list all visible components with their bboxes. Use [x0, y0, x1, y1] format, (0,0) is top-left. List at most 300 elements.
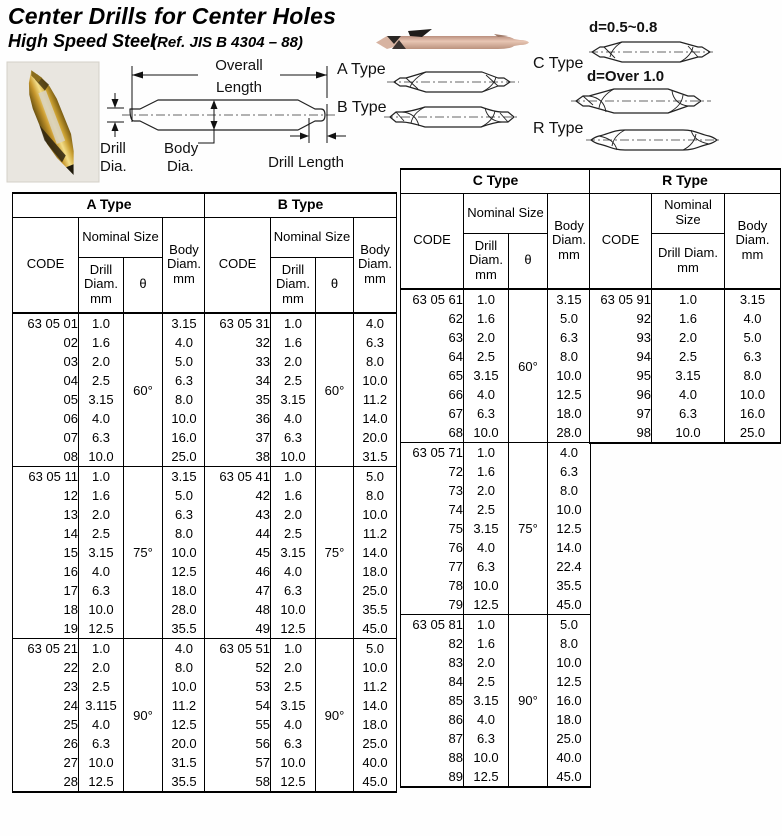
body-diam-cell: 5.0: [725, 328, 781, 347]
drill-dia-label-line2: Dia.: [100, 158, 127, 175]
code-cell: 03: [13, 352, 79, 371]
spec-row: [205, 486, 397, 505]
body-diam-cell: 18.0: [354, 715, 397, 734]
code-cell: 72: [401, 462, 464, 481]
spec-row: [205, 313, 397, 333]
drill-diam-cell: 1.6: [652, 309, 725, 328]
spec-row: [401, 653, 591, 672]
theta-header: θ: [509, 233, 548, 289]
spec-row: [401, 595, 591, 615]
code-cell: 73: [401, 481, 464, 500]
drill-diam-cell: 2.0: [271, 352, 316, 371]
spec-row: [13, 505, 206, 524]
table-title: R Type: [590, 169, 781, 193]
code-cell: 58: [205, 772, 271, 792]
body-dia-label-line2: Dia.: [167, 158, 194, 175]
code-cell: 75: [401, 519, 464, 538]
spec-row: [401, 519, 591, 538]
drill-diam-cell: 10.0: [271, 753, 316, 772]
c-type-drawing-large: [570, 82, 712, 120]
spec-row: [205, 696, 397, 715]
body-diam-cell: 4.0: [163, 333, 206, 352]
drill-diam-cell: 4.0: [79, 562, 124, 581]
body-diam-cell: 10.0: [163, 543, 206, 562]
drill-diam-cell: 1.6: [271, 486, 316, 505]
spec-row: [590, 309, 781, 328]
spec-row: [205, 524, 397, 543]
nominal-size-header: Nominal Size: [79, 217, 163, 257]
spec-row: [13, 581, 206, 600]
drill-diam-cell: 12.5: [464, 767, 509, 787]
code-cell: 37: [205, 428, 271, 447]
code-cell: 63 05 11: [13, 467, 79, 487]
code-cell: 19: [13, 619, 79, 639]
drill-diam-header: Drill Diam. mm: [464, 233, 509, 289]
code-cell: 63 05 61: [401, 289, 464, 309]
body-diam-cell: 14.0: [548, 538, 591, 557]
spec-row: [13, 600, 206, 619]
body-diam-cell: 16.0: [163, 428, 206, 447]
spec-row: [401, 672, 591, 691]
drill-diam-cell: 1.6: [79, 333, 124, 352]
drill-diam-cell: 2.0: [79, 505, 124, 524]
body-diam-cell: 35.5: [354, 600, 397, 619]
drill-diam-cell: 1.0: [79, 313, 124, 333]
code-header: CODE: [590, 193, 652, 289]
body-diam-cell: 25.0: [725, 423, 781, 443]
body-diam-cell: 16.0: [725, 404, 781, 423]
code-cell: 08: [13, 447, 79, 467]
body-diam-cell: 3.15: [163, 313, 206, 333]
body-diam-cell: 22.4: [548, 557, 591, 576]
body-diam-cell: 8.0: [354, 486, 397, 505]
code-cell: 82: [401, 634, 464, 653]
body-diam-cell: 14.0: [354, 409, 397, 428]
spec-row: [401, 538, 591, 557]
spec-row: [205, 581, 397, 600]
drill-diam-cell: 2.0: [464, 653, 509, 672]
body-diam-cell: 25.0: [354, 734, 397, 753]
body-diam-cell: 25.0: [548, 729, 591, 748]
body-diam-cell: 8.0: [548, 481, 591, 500]
drill-diam-cell: 4.0: [79, 715, 124, 734]
drill-diam-cell: 2.0: [271, 658, 316, 677]
body-diam-cell: 18.0: [354, 562, 397, 581]
body-diam-cell: 20.0: [354, 428, 397, 447]
code-cell: 62: [401, 309, 464, 328]
code-header: CODE: [401, 193, 464, 289]
code-cell: 07: [13, 428, 79, 447]
code-cell: 67: [401, 404, 464, 423]
body-diam-cell: 8.0: [725, 366, 781, 385]
body-diam-cell: 6.3: [725, 347, 781, 366]
code-cell: 63 05 81: [401, 615, 464, 635]
page-subtitle: High Speed Steel: [8, 31, 156, 51]
code-cell: 63 05 21: [13, 639, 79, 659]
code-cell: 49: [205, 619, 271, 639]
b-type-drawing: [383, 100, 521, 134]
drill-diam-cell: 6.3: [464, 557, 509, 576]
drill-diam-cell: 6.3: [652, 404, 725, 423]
table-title: C Type: [401, 169, 591, 193]
body-diam-cell: 6.3: [548, 462, 591, 481]
body-diam-cell: 11.2: [354, 677, 397, 696]
code-cell: 63 05 51: [205, 639, 271, 659]
code-cell: 47: [205, 581, 271, 600]
spec-row: [13, 639, 206, 659]
body-diam-cell: 5.0: [163, 486, 206, 505]
spec-row: [13, 333, 206, 352]
code-cell: 65: [401, 366, 464, 385]
drill-diam-cell: 1.6: [464, 634, 509, 653]
body-diam-header: Body Diam. mm: [354, 217, 397, 313]
code-cell: 66: [401, 385, 464, 404]
body-diam-cell: 12.5: [548, 385, 591, 404]
spec-row: [205, 409, 397, 428]
drill-diam-cell: 3.15: [464, 366, 509, 385]
c-type-drawing-small: [588, 36, 714, 68]
code-cell: 13: [13, 505, 79, 524]
body-diam-cell: 6.3: [163, 505, 206, 524]
a-type-drawing: [386, 66, 520, 98]
code-cell: 63 05 31: [205, 313, 271, 333]
body-diam-cell: 10.0: [163, 409, 206, 428]
code-cell: 52: [205, 658, 271, 677]
spec-row: [205, 619, 397, 639]
drill-diam-cell: 2.0: [79, 658, 124, 677]
theta-cell: 75°: [124, 467, 163, 639]
code-cell: 32: [205, 333, 271, 352]
body-diam-cell: 12.5: [548, 672, 591, 691]
spec-row: [205, 562, 397, 581]
spec-row: [401, 423, 591, 443]
body-diam-cell: 10.0: [548, 366, 591, 385]
spec-row: [205, 447, 397, 467]
spec-row: [401, 328, 591, 347]
spec-row: [590, 404, 781, 423]
drill-diam-header: Drill Diam. mm: [271, 257, 316, 313]
drill-diam-cell: 1.0: [464, 289, 509, 309]
body-diam-header: Body Diam. mm: [725, 193, 781, 289]
code-cell: 63 05 41: [205, 467, 271, 487]
drill-diam-cell: 3.15: [79, 390, 124, 409]
code-cell: 34: [205, 371, 271, 390]
code-cell: 86: [401, 710, 464, 729]
drill-diam-cell: 1.6: [271, 333, 316, 352]
code-cell: 27: [13, 753, 79, 772]
drill-diam-cell: 2.5: [464, 347, 509, 366]
drill-diam-cell: 4.0: [464, 710, 509, 729]
spec-row: [205, 371, 397, 390]
body-diam-cell: 11.2: [354, 390, 397, 409]
spec-row: [13, 696, 206, 715]
body-diam-cell: 5.0: [548, 309, 591, 328]
spec-row: [401, 309, 591, 328]
spec-row: [205, 677, 397, 696]
theta-header: θ: [316, 257, 354, 313]
drill-diam-cell: 3.15: [464, 519, 509, 538]
overall-length-label-line2: Length: [216, 79, 262, 96]
code-cell: 55: [205, 715, 271, 734]
body-diam-cell: 45.0: [354, 772, 397, 792]
code-cell: 88: [401, 748, 464, 767]
drill-diam-cell: 2.5: [271, 524, 316, 543]
spec-row: [13, 409, 206, 428]
code-cell: 56: [205, 734, 271, 753]
body-diam-cell: 8.0: [548, 347, 591, 366]
theta-cell: 60°: [124, 313, 163, 467]
body-diam-cell: 18.0: [548, 710, 591, 729]
drill-diam-cell: 10.0: [464, 423, 509, 443]
a-type-label: A Type: [337, 61, 386, 78]
drill-diam-cell: 2.5: [464, 500, 509, 519]
body-diam-cell: 14.0: [354, 543, 397, 562]
spec-row: [401, 289, 591, 309]
code-cell: 85: [401, 691, 464, 710]
code-cell: 24: [13, 696, 79, 715]
body-diam-cell: 12.5: [163, 715, 206, 734]
drill-diam-cell: 6.3: [271, 581, 316, 600]
spec-row: [205, 772, 397, 792]
theta-cell: 60°: [316, 313, 354, 467]
table-title: B Type: [205, 193, 397, 217]
code-cell: 28: [13, 772, 79, 792]
spec-row: [401, 481, 591, 500]
spec-row: [13, 486, 206, 505]
drill-diam-cell: 2.5: [79, 677, 124, 696]
code-cell: 84: [401, 672, 464, 691]
code-cell: 64: [401, 347, 464, 366]
body-diam-cell: 35.5: [548, 576, 591, 595]
body-diam-cell: 31.5: [163, 753, 206, 772]
body-diam-cell: 10.0: [163, 677, 206, 696]
drill-diam-cell: 6.3: [464, 404, 509, 423]
body-diam-cell: 28.0: [163, 600, 206, 619]
body-diam-cell: 10.0: [354, 371, 397, 390]
drill-diam-cell: 10.0: [271, 447, 316, 467]
body-diam-cell: 5.0: [354, 639, 397, 659]
code-cell: 33: [205, 352, 271, 371]
drill-diam-cell: 6.3: [79, 734, 124, 753]
drill-diam-cell: 4.0: [271, 562, 316, 581]
spec-row: [205, 467, 397, 487]
code-cell: 42: [205, 486, 271, 505]
spec-row: [590, 385, 781, 404]
drill-diam-cell: 2.5: [464, 672, 509, 691]
drill-diam-cell: 6.3: [79, 581, 124, 600]
code-cell: 48: [205, 600, 271, 619]
code-cell: 57: [205, 753, 271, 772]
drill-diam-cell: 1.0: [271, 313, 316, 333]
drill-diam-cell: 1.0: [652, 289, 725, 309]
b-type-label: B Type: [337, 99, 387, 116]
spec-row: [401, 767, 591, 787]
drill-diam-cell: 4.0: [464, 385, 509, 404]
spec-row: [205, 658, 397, 677]
body-diam-cell: 35.5: [163, 619, 206, 639]
spec-row: [401, 385, 591, 404]
spec-row: [590, 423, 781, 443]
spec-row: [13, 390, 206, 409]
body-diam-cell: 3.15: [548, 289, 591, 309]
drill-diam-cell: 12.5: [79, 619, 124, 639]
spec-row: [401, 443, 591, 463]
drill-diam-cell: 2.5: [79, 371, 124, 390]
center-drill-photo-gold: [7, 62, 99, 182]
body-diam-cell: 40.0: [548, 748, 591, 767]
spec-row: [205, 639, 397, 659]
body-diam-cell: 8.0: [163, 658, 206, 677]
drill-diam-cell: 4.0: [79, 409, 124, 428]
code-cell: 04: [13, 371, 79, 390]
code-header: CODE: [13, 217, 79, 313]
code-cell: 77: [401, 557, 464, 576]
drill-diam-cell: 10.0: [79, 753, 124, 772]
body-diam-cell: 6.3: [548, 328, 591, 347]
code-cell: 15: [13, 543, 79, 562]
spec-row: [590, 366, 781, 385]
code-cell: 25: [13, 715, 79, 734]
nominal-size-header: Nominal Size: [652, 193, 725, 233]
c-type-small-d-note: d=0.5~0.8: [589, 19, 658, 36]
code-cell: 12: [13, 486, 79, 505]
code-cell: 36: [205, 409, 271, 428]
spec-row: [401, 366, 591, 385]
c-type-table: [400, 168, 591, 788]
spec-row: [401, 347, 591, 366]
body-diam-cell: 4.0: [163, 639, 206, 659]
code-cell: 23: [13, 677, 79, 696]
body-diam-cell: 45.0: [548, 595, 591, 615]
body-diam-cell: 8.0: [163, 524, 206, 543]
body-diam-cell: 10.0: [354, 658, 397, 677]
body-diam-cell: 4.0: [725, 309, 781, 328]
code-cell: 74: [401, 500, 464, 519]
body-diam-cell: 4.0: [354, 313, 397, 333]
drill-diam-cell: 2.0: [464, 328, 509, 347]
theta-cell: 75°: [509, 443, 548, 615]
spec-row: [13, 524, 206, 543]
drill-diam-cell: 4.0: [271, 715, 316, 734]
body-diam-cell: 18.0: [163, 581, 206, 600]
drill-diam-cell: 2.0: [464, 481, 509, 500]
c-type-large-d-note: d=Over 1.0: [587, 68, 665, 85]
drill-diam-cell: 2.0: [652, 328, 725, 347]
body-diam-cell: 6.3: [354, 333, 397, 352]
drill-diam-cell: 10.0: [464, 576, 509, 595]
theta-cell: 90°: [124, 639, 163, 793]
r-type-label: R Type: [533, 120, 584, 137]
nominal-size-header: Nominal Size: [271, 217, 354, 257]
body-diam-cell: 8.0: [163, 390, 206, 409]
spec-row: [205, 428, 397, 447]
drill-diam-cell: 6.3: [464, 729, 509, 748]
spec-row: [401, 634, 591, 653]
theta-header: θ: [124, 257, 163, 313]
drill-diam-cell: 10.0: [652, 423, 725, 443]
drill-diam-cell: 2.0: [271, 505, 316, 524]
drill-diam-cell: 12.5: [271, 772, 316, 792]
theta-cell: 90°: [316, 639, 354, 793]
drill-diam-cell: 1.0: [464, 443, 509, 463]
body-diam-cell: 5.0: [354, 467, 397, 487]
code-cell: 79: [401, 595, 464, 615]
drill-diam-header: Drill Diam. mm: [79, 257, 124, 313]
drill-diam-cell: 1.0: [464, 615, 509, 635]
body-diam-cell: 6.3: [163, 371, 206, 390]
spec-row: [401, 615, 591, 635]
body-diam-cell: 45.0: [354, 619, 397, 639]
code-cell: 45: [205, 543, 271, 562]
spec-row: [205, 734, 397, 753]
code-cell: 35: [205, 390, 271, 409]
spec-row: [401, 729, 591, 748]
drill-diam-cell: 2.5: [271, 371, 316, 390]
code-cell: 46: [205, 562, 271, 581]
drill-diam-cell: 6.3: [79, 428, 124, 447]
theta-cell: 75°: [316, 467, 354, 639]
drill-diam-cell: 3.15: [271, 543, 316, 562]
code-cell: 44: [205, 524, 271, 543]
body-diam-cell: 28.0: [548, 423, 591, 443]
body-diam-header: Body Diam. mm: [163, 217, 206, 313]
body-diam-cell: 10.0: [354, 505, 397, 524]
code-cell: 63 05 91: [590, 289, 652, 309]
body-diam-cell: 3.15: [163, 467, 206, 487]
spec-row: [401, 462, 591, 481]
spec-row: [13, 753, 206, 772]
dimension-diagram: [94, 50, 366, 182]
spec-row: [401, 557, 591, 576]
drill-diam-cell: 12.5: [271, 619, 316, 639]
a-type-table: [12, 192, 206, 793]
drill-diam-cell: 3.115: [79, 696, 124, 715]
body-diam-cell: 5.0: [163, 352, 206, 371]
drill-diam-cell: 10.0: [79, 447, 124, 467]
drill-diam-cell: 3.15: [271, 390, 316, 409]
drill-diam-cell: 10.0: [79, 600, 124, 619]
code-cell: 53: [205, 677, 271, 696]
theta-cell: 60°: [509, 289, 548, 443]
body-diam-header: Body Diam. mm: [548, 193, 591, 289]
code-cell: 63: [401, 328, 464, 347]
spec-row: [590, 328, 781, 347]
spec-row: [13, 371, 206, 390]
code-cell: 26: [13, 734, 79, 753]
code-cell: 98: [590, 423, 652, 443]
drill-diam-cell: 2.0: [79, 352, 124, 371]
body-diam-cell: 8.0: [354, 352, 397, 371]
body-diam-cell: 12.5: [163, 562, 206, 581]
r-type-table: [589, 168, 781, 444]
body-diam-cell: 35.5: [163, 772, 206, 792]
code-header: CODE: [205, 217, 271, 313]
body-diam-cell: 20.0: [163, 734, 206, 753]
spec-row: [401, 691, 591, 710]
code-cell: 05: [13, 390, 79, 409]
spec-row: [13, 772, 206, 792]
spec-row: [13, 543, 206, 562]
body-diam-cell: 11.2: [163, 696, 206, 715]
c-type-label: C Type: [533, 55, 584, 72]
spec-row: [13, 677, 206, 696]
code-cell: 16: [13, 562, 79, 581]
drill-diam-cell: 3.15: [79, 543, 124, 562]
body-diam-cell: 10.0: [725, 385, 781, 404]
drill-diam-cell: 3.15: [464, 691, 509, 710]
drill-diam-cell: 1.0: [79, 639, 124, 659]
spec-row: [13, 447, 206, 467]
